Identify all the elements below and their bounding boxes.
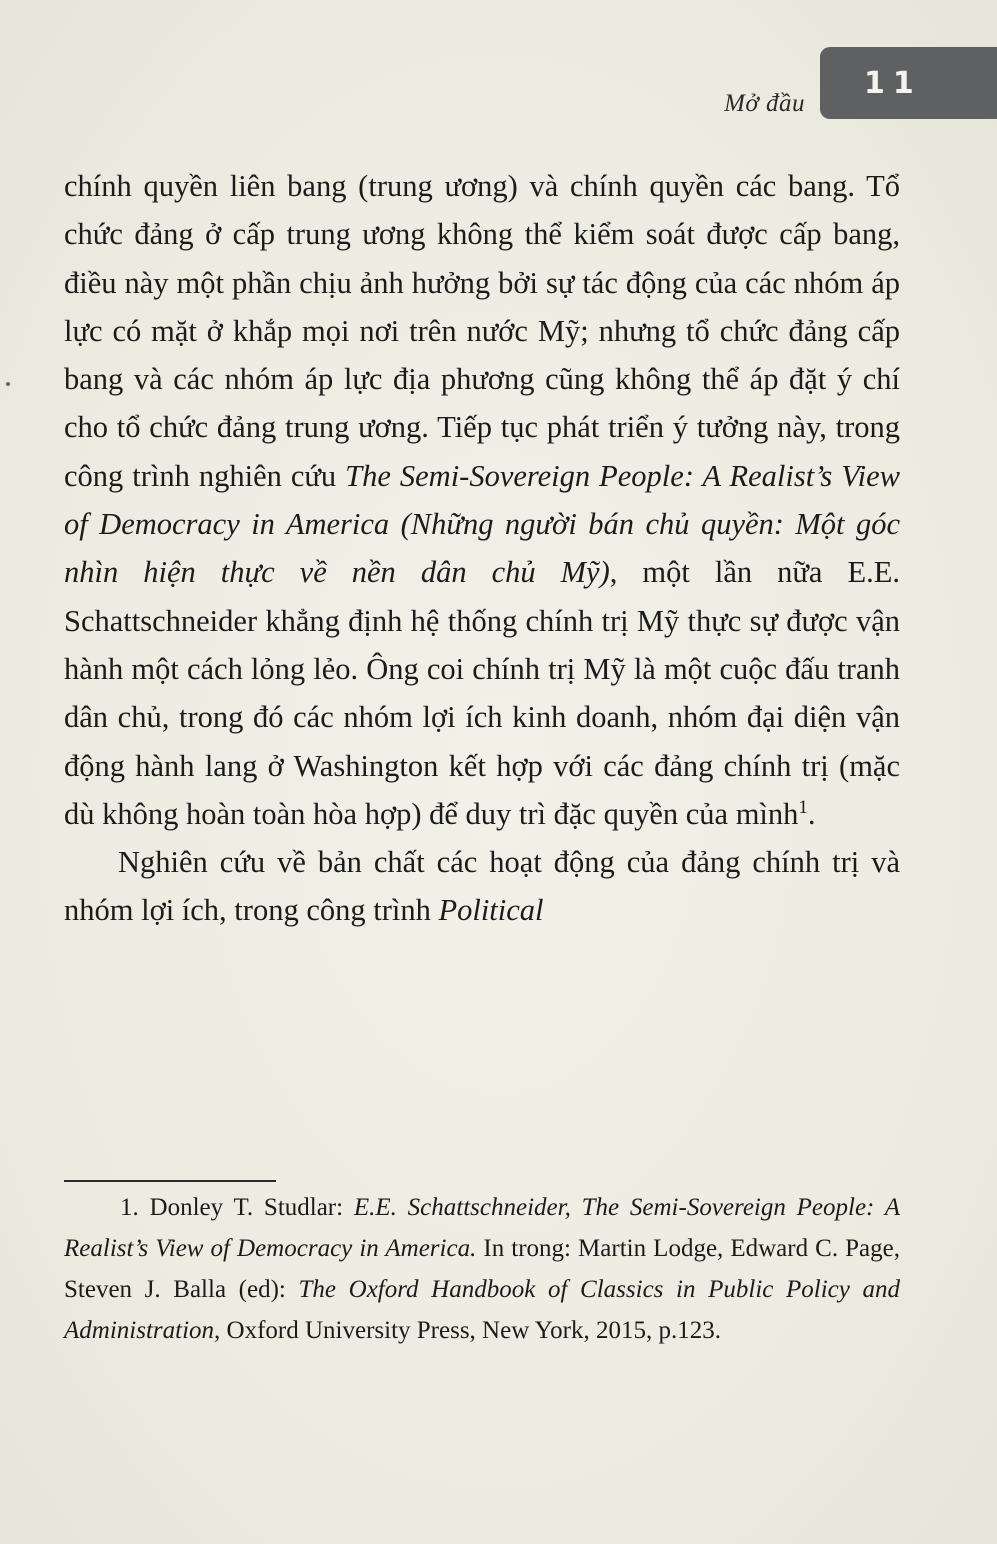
paragraph-2-text: Nghiên cứu về bản chất các hoạt động của đảng chính trị và nhóm lợi ích, trong công trình [64,845,900,928]
footnote-divider [64,1180,276,1182]
footnote-text-c: Oxford University Press, New York, 2015, p.123. [220,1317,721,1344]
footnote-reference: 1 [798,796,808,818]
footnote-text-b: In trong: Martin Lodge, Edward C. Page, Steven J. Balla (ed): [64,1235,900,1303]
footnote-title-1: E.E. Schattschneider, The Semi-Sovereign People: A Realist’s View of Democracy in America. [64,1194,900,1262]
paragraph-1-text-a: chính quyền liên bang (trung ương) và chính quyền các bang. Tổ chức đảng ở cấp trung ương không thể kiểm soát được cấp bang, điều này một phần chịu ảnh hưởng bởi sự tác động của các nhóm áp lực có mặt ở khắp mọi nơi trên nước Mỹ; nhưng tổ chức đảng cấp bang và các nhóm áp lực địa phương cũng không thể áp đặt ý chí cho tổ chức đảng trung ương. Tiếp tục phát triển ý tưởng này, trong công trình nghiên cứu [64,169,900,493]
footnote-text-a: Donley T. Studlar: [138,1194,354,1221]
paragraph-2-italic: Political [438,893,544,928]
paragraph-1 [64,162,900,838]
paragraph-1-end: . [807,796,816,831]
page-number-tab [820,47,997,119]
paragraph-2 [64,838,900,935]
footnote [64,1187,900,1351]
page-number: 11 [864,65,922,101]
scan-speck [6,382,10,386]
book-title-italic: The Semi-Sovereign People: A Realist’s View of Democracy in America (Những người bán chủ quyền: Một góc nhìn hiện thực về nền dân chủ Mỹ) [64,458,900,590]
footnote-title-2: The Oxford Handbook of Classics in Public Policy and Administration, [64,1276,900,1344]
running-title: Mở đầu [724,90,805,117]
main-text [64,162,900,935]
paragraph-1-text-b: , một lần nữa E.E. Schattschneider khẳng định hệ thống chính trị Mỹ thực sự được vận hành một cách lỏng lẻo. Ông coi chính trị Mỹ là một cuộc đấu tranh dân chủ, trong đó các nhóm lợi ích kinh doanh, nhóm đại diện vận động hành lang ở Washington kết hợp với các đảng chính trị (mặc dù không hoàn toàn hòa hợp) để duy trì đặc quyền của mình [64,555,900,831]
footnote-number: 1. [120,1194,139,1221]
